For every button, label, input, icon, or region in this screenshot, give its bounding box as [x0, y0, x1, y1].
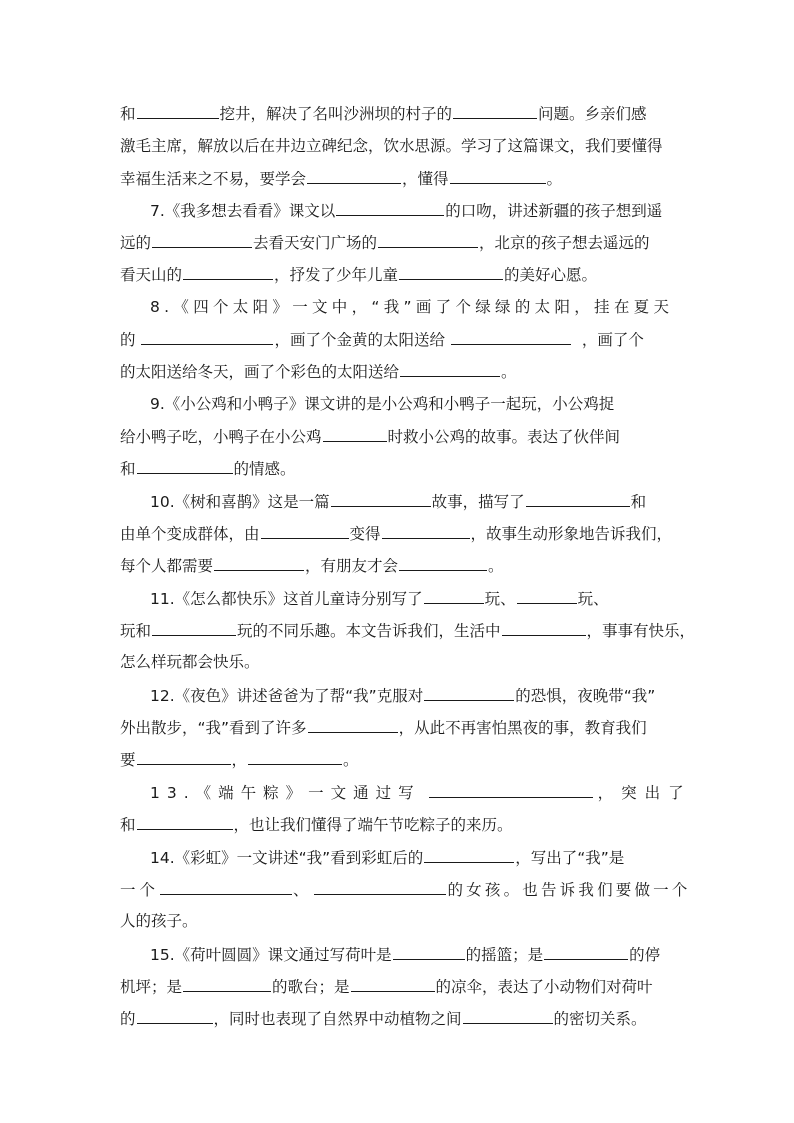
- blank[interactable]: [137, 812, 233, 830]
- blank[interactable]: [351, 974, 435, 992]
- q6-line-2: 激毛主席，解放以后在井边立碑纪念，饮水思源。学习了这篇课文，我们要懂得: [120, 137, 663, 155]
- blank[interactable]: [450, 166, 546, 184]
- blank[interactable]: [214, 553, 304, 571]
- blank[interactable]: [526, 489, 630, 507]
- blank[interactable]: [424, 845, 514, 863]
- blank[interactable]: [307, 166, 401, 184]
- blank[interactable]: [393, 942, 465, 960]
- q11-line-1: 11.《怎么都快乐》这首儿童诗分别写了 玩、 玩、: [150, 586, 680, 610]
- blank[interactable]: [399, 553, 487, 571]
- blank[interactable]: [424, 683, 514, 701]
- blank[interactable]: [261, 521, 349, 539]
- q7-line-1: 7.《我多想去看看》课文以 的口吻，讲述新疆的孩子想到遥: [150, 198, 680, 222]
- blank[interactable]: [451, 327, 571, 345]
- blank[interactable]: [308, 715, 398, 733]
- blank[interactable]: [453, 101, 537, 119]
- q8-line-2: 的 ，画了个金黄的太阳送给 ，画了个: [120, 327, 680, 351]
- blank[interactable]: [137, 101, 219, 119]
- blank[interactable]: [323, 424, 387, 442]
- q6-line-3: 幸福生活来之不易，要学会 ，懂得 。: [120, 166, 680, 190]
- q7-line-3: 看天山的 ，抒发了少年儿童 的美好心愿。: [120, 262, 680, 286]
- q12-line-3: 要 ， 。: [120, 747, 680, 771]
- blank[interactable]: [137, 1006, 213, 1024]
- q10-line-2: 由单个变成群体，由 变得 ，故事生动形象地告诉我们，: [120, 521, 680, 545]
- q13-line-1: 13.《端午粽》一文通过写 ，突出了: [150, 780, 680, 804]
- q8-line-3: 的太阳送给冬天，画了个彩色的太阳送给 。: [120, 359, 680, 383]
- blank[interactable]: [141, 327, 273, 345]
- q7-line-2: 远的 去看天安门广场的 ，北京的孩子想去遥远的: [120, 230, 680, 254]
- blank[interactable]: [424, 586, 484, 604]
- q10-line-1: 10.《树和喜鹊》这是一篇 故事，描写了 和: [150, 489, 680, 513]
- q14-line-1: 14.《彩虹》一文讲述“我”看到彩虹后的 ，写出了“我”是: [150, 845, 680, 869]
- blank[interactable]: [331, 489, 431, 507]
- q12-line-1: 12.《夜色》讲述爸爸为了帮“我”克服对 的恐惧，夜晚带“我”: [150, 683, 680, 707]
- q8-line-1: 8.《四个太阳》一文中，“我”画了个绿绿的太阳，挂在夏天: [150, 298, 674, 316]
- blank[interactable]: [183, 974, 271, 992]
- blank[interactable]: [429, 780, 593, 798]
- q14-line-2: 一个 、 的女孩。也告诉我们要做一个: [120, 877, 680, 901]
- blank[interactable]: [160, 877, 292, 895]
- blank[interactable]: [152, 230, 252, 248]
- blank[interactable]: [544, 942, 628, 960]
- blank[interactable]: [137, 456, 233, 474]
- blank[interactable]: [382, 521, 470, 539]
- blank[interactable]: [517, 586, 577, 604]
- q9-line-1: 9.《小公鸡和小鸭子》课文讲的是小公鸡和小鸭子一起玩，小公鸡捉: [150, 395, 615, 413]
- blank[interactable]: [378, 230, 478, 248]
- blank[interactable]: [502, 618, 586, 636]
- blank[interactable]: [314, 877, 446, 895]
- q15-line-1: 15.《荷叶圆圆》课文通过写荷叶是 的摇篮；是 的停: [150, 942, 680, 966]
- q9-line-2: 给小鸭子吃，小鸭子在小公鸡 时救小公鸡的故事。表达了伙伴间: [120, 424, 680, 448]
- blank[interactable]: [248, 747, 342, 765]
- q12-line-2: 外出散步，“我”看到了许多 ，从此不再害怕黑夜的事，教育我们: [120, 715, 680, 739]
- blank[interactable]: [336, 198, 444, 216]
- q14-line-3: 人的孩子。: [120, 912, 198, 930]
- q6-line-1: 和 挖井，解决了名叫沙洲坝的村子的 问题。乡亲们感: [120, 101, 680, 125]
- q11-line-3: 怎么样玩都会快乐。: [120, 653, 260, 671]
- q10-line-3: 每个人都需要 ，有朋友才会 。: [120, 553, 680, 577]
- q15-line-2: 机坪；是 的歌台；是 的凉伞，表达了小动物们对荷叶: [120, 974, 680, 998]
- blank[interactable]: [399, 262, 503, 280]
- blank[interactable]: [400, 359, 500, 377]
- q15-line-3: 的 ，同时也表现了自然界中动植物之间 的密切关系。: [120, 1006, 680, 1030]
- q11-line-2: 玩和 玩的不同乐趣。本文告诉我们，生活中 ，事事有快乐，: [120, 618, 680, 642]
- blank[interactable]: [183, 262, 273, 280]
- q13-line-2: 和 ，也让我们懂得了端午节吃粽子的来历。: [120, 812, 680, 836]
- blank[interactable]: [152, 618, 236, 636]
- q9-line-3: 和 的情感。: [120, 456, 680, 480]
- blank[interactable]: [137, 747, 231, 765]
- blank[interactable]: [463, 1006, 553, 1024]
